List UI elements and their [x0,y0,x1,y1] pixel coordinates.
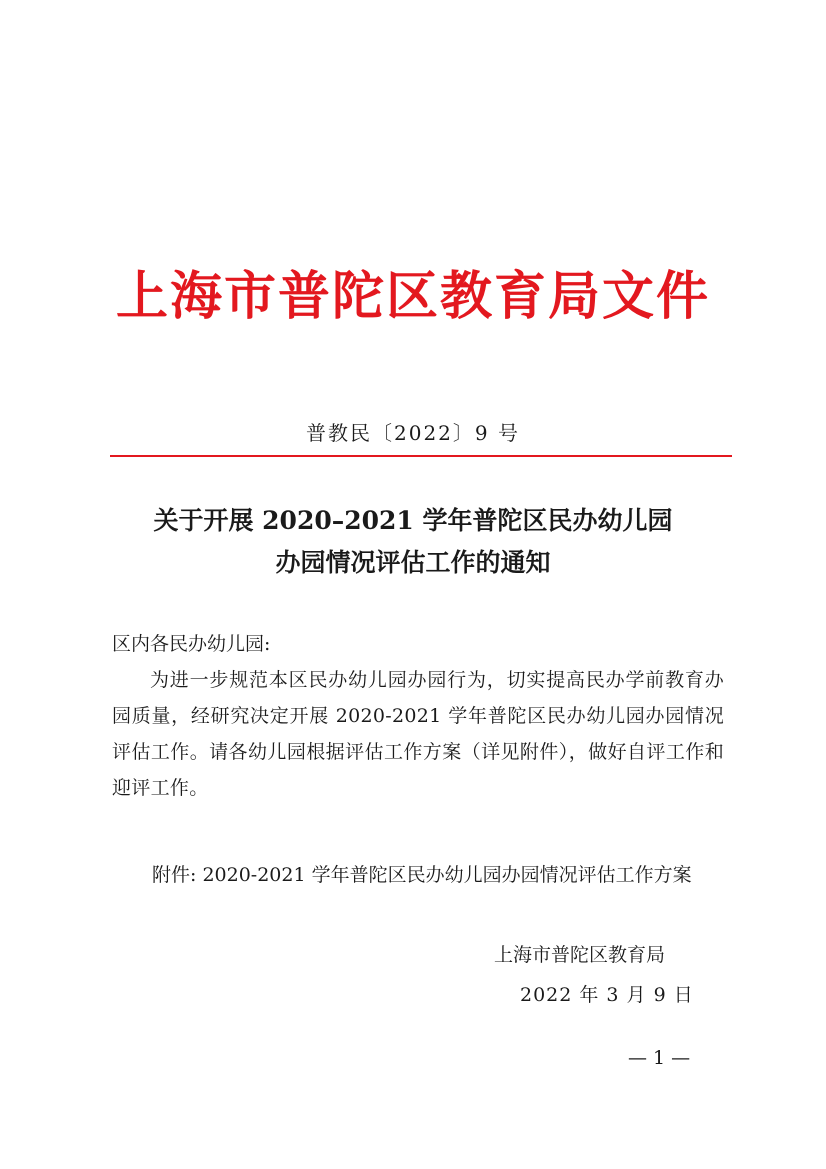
signature-date: 2022 年 3 月 9 日 [520,984,694,1006]
notice-title [0,500,826,584]
document-number: 普教民〔2022〕9 号 [306,421,520,445]
signature-organization: 上海市普陀区教育局 [494,944,666,966]
salutation: 区内各民办幼儿园: [112,633,271,655]
title-line-1: 关于开展 2020–2021 学年普陀区民办幼儿园 [153,506,673,535]
attachment-note: 附件: 2020-2021 学年普陀区民办幼儿园办园情况评估工作方案 [152,864,692,886]
page-number: — 1 — [628,1047,691,1069]
body-paragraph: 为进一步规范本区民办幼儿园办园行为，切实提高民办学前教育办园质量，经研究决定开展 2020-2021 学年普陀区民办幼儿园办园情况评估工作。请各幼儿园根据评估工作方案（详见附件），做好自评工作和迎评工作。 [112,669,724,799]
red-divider [110,455,732,457]
title-line-2: 办园情况评估工作的通知 [275,548,551,577]
masthead-title: 上海市普陀区教育局文件 [115,266,710,327]
